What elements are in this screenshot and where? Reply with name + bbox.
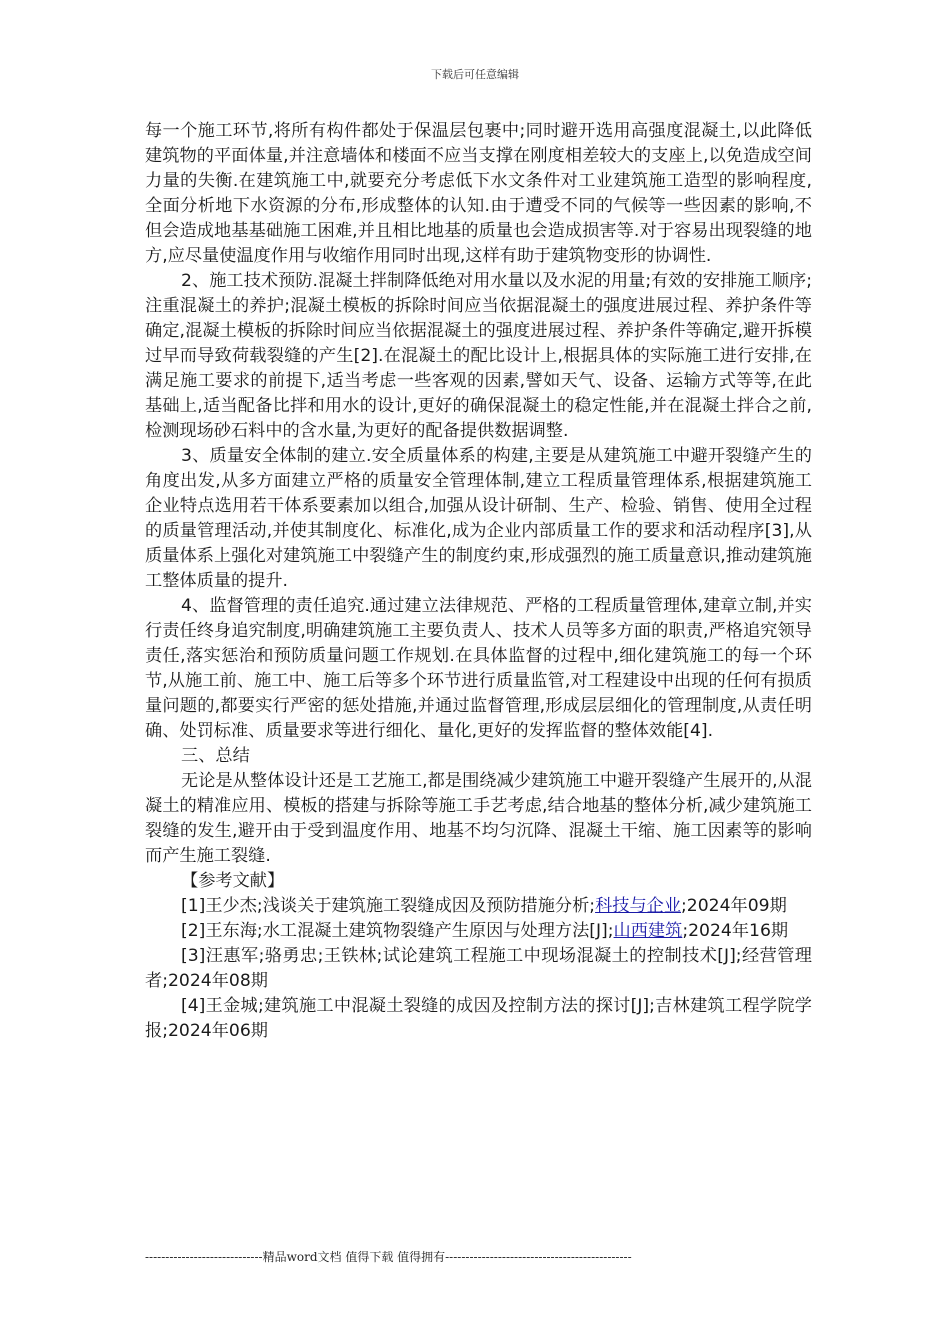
reference-item-4: [4]王金城;建筑施工中混凝土裂缝的成因及控制方法的探讨[J];吉林建筑工程学院学报;2024年06期 bbox=[145, 996, 812, 1041]
reference-item-2 bbox=[145, 919, 812, 944]
section-title: 三、总结 bbox=[181, 746, 250, 766]
paragraph-5: 无论是从整体设计还是工艺施工,都是围绕减少建筑施工中避开裂缝产生展开的,从混凝土的精准应用、模板的搭建与拆除等施工手艺考虑,结合地基的整体分析,减少建筑施工裂缝的发生,避开由于受到温度作用、地基不均匀沉降、混凝土干缩、施工因素等的影响而产生施工裂缝. bbox=[145, 771, 812, 866]
reference-item-1 bbox=[145, 894, 812, 919]
page-footer: -----------------------------精品word文档 值得下载 值得拥有---------------------------------------------- bbox=[145, 1250, 632, 1264]
paragraph-2: 2、施工技术预防.混凝土拌制降低绝对用水量以及水泥的用量;有效的安排施工顺序;注重混凝土的养护;混凝土模板的拆除时间应当依据混凝土的强度进展过程、养护条件等确定,混凝土模板的拆除时间应当依据混凝土的强度进展过程、养护条件等确定,避开拆模过早而导致荷载裂缝的产生[2].在混凝土的配比设计上,根据具体的实际施工进行安排,在满足施工要求的前提下,适当考虑一些客观的因素,譬如天气、设备、运输方式等等,在此基础上,适当配备比拌和用水的设计,更好的确保混凝土的稳定性能,并在混凝土拌合之前,检测现场砂石料中的含水量,为更好的配备提供数据调整. bbox=[145, 271, 812, 441]
references-title: 【参考文献】 bbox=[181, 871, 285, 891]
reference-text: ;2024年09期 bbox=[681, 896, 787, 916]
page-header: 下载后可任意编辑 bbox=[431, 68, 519, 81]
paragraph-1: 每一个施工环节,将所有构件都处于保温层包裹中;同时避开选用高强度混凝土,以此降低建筑物的平面体量,并注意墙体和楼面不应当支撑在刚度相差较大的支座上,以免造成空间力量的失衡.在建筑施工中,就要充分考虑低下水文条件对工业建筑施工造型的影响程度,全面分析地下水资源的分布,形成整体的认知.由于遭受不同的气候等一些因素的影响,不但会造成地基基础施工困难,并且相比地基的质量也会造成损害等.对于容易出现裂缝的地方,应尽量使温度作用与收缩作用同时出现,这样有助于建筑物变形的协调性. bbox=[145, 121, 812, 266]
document-body bbox=[145, 119, 812, 1044]
paragraph-3: 3、质量安全体制的建立.安全质量体系的构建,主要是从建筑施工中避开裂缝产生的角度出发,从多方面建立严格的质量安全管理体制,建立工程质量管理体系,根据建筑施工企业特点选用若干体系要素加以组合,加强从设计研制、生产、检验、销售、使用全过程的质量管理活动,并使其制度化、标准化,成为企业内部质量工作的要求和活动程序[3],从质量体系上强化对建筑施工中裂缝产生的制度约束,形成强烈的施工质量意识,推动建筑施工整体质量的提升. bbox=[145, 446, 812, 591]
reference-item-3: [3]汪惠军;骆勇忠;王铁林;试论建筑工程施工中现场混凝土的控制技术[J];经营管理者;2024年08期 bbox=[145, 946, 812, 991]
reference-journal-link[interactable]: 科技与企业 bbox=[595, 896, 682, 916]
reference-journal-link[interactable]: 山西建筑 bbox=[613, 921, 683, 941]
reference-text: [1]王少杰;浅谈关于建筑施工裂缝成因及预防措施分析; bbox=[181, 896, 596, 916]
reference-text: [2]王东海;水工混凝土建筑物裂缝产生原因与处理方法[J]; bbox=[181, 921, 614, 941]
paragraph-4: 4、监督管理的责任追究.通过建立法律规范、严格的工程质量管理体,建章立制,并实行责任终身追究制度,明确建筑施工主要负责人、技术人员等多方面的职责,严格追究领导责任,落实惩治和预防质量问题工作规划.在具体监督的过程中,细化建筑施工的每一个环节,从施工前、施工中、施工后等多个环节进行质量监管,对工程建设中出现的任何有损质量问题的,都要实行严密的惩处措施,并通过监督管理,形成层层细化的管理制度,从责任明确、处罚标准、质量要求等进行细化、量化,更好的发挥监督的整体效能[4]. bbox=[145, 596, 812, 741]
reference-text: ;2024年16期 bbox=[682, 921, 789, 941]
